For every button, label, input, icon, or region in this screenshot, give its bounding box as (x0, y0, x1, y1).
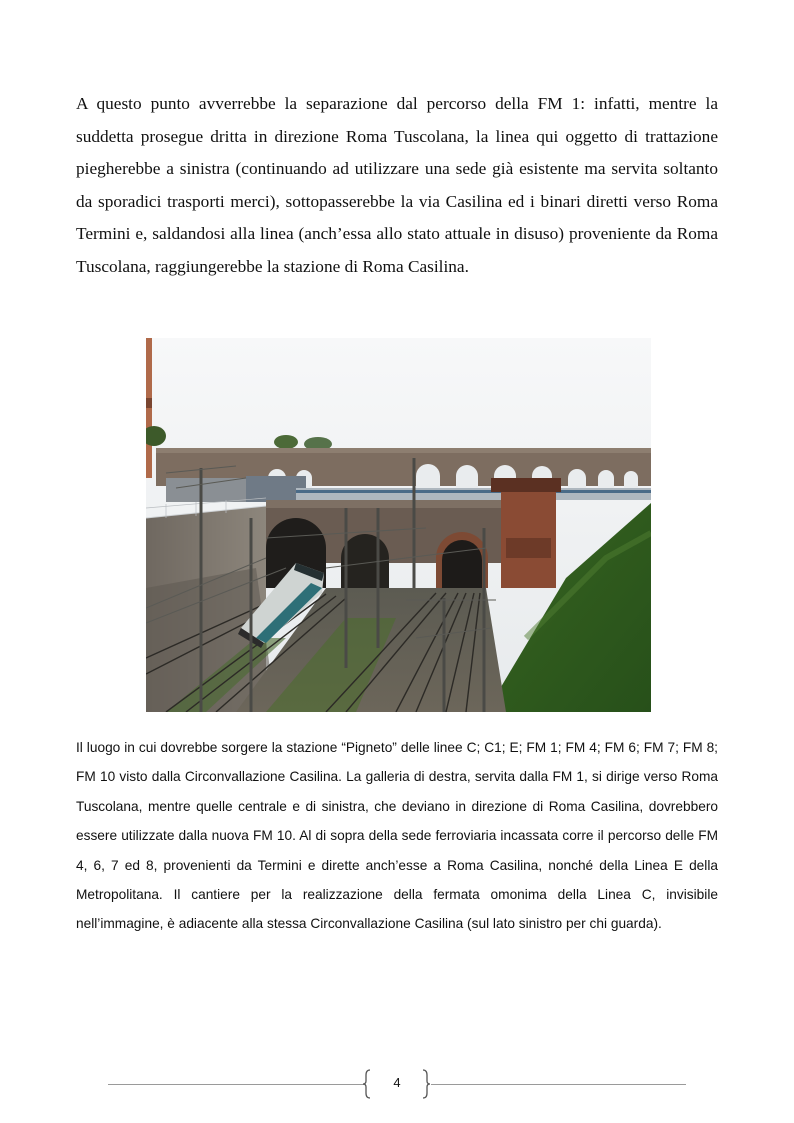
body-paragraph: A questo punto avverrebbe la separazione dal percorso della FM 1: infatti, mentre la suddetta prosegue dritta in direzione Roma Tuscolana, la linea qui oggetto di trattazione piegherebbe a sinistra (continuando ad utilizzare una sede già esistente ma servita soltanto da sporadici trasporti merci), sottopasserebbe la via Casilina ed i binari diretti verso Roma Termini e, saldandosi alla linea (anch’essa allo stato attuale in disuso) proveniente da Roma Tuscolana, raggiungerebbe la stazione di Roma Casilina. (76, 94, 718, 276)
left-brace-icon (362, 1069, 372, 1099)
footer-rule-left (108, 1084, 364, 1085)
page-number: 4 (393, 1075, 401, 1090)
figure-caption: Il luogo in cui dovrebbe sorgere la stazione “Pigneto” delle linee C; C1; E; FM 1; FM 4; FM 6; FM 7; FM 8; FM 10 visto dalla Circonvallazione Casilina. La galleria di destra, servita dalla FM 1, si dirige verso Roma Tuscolana, mentre quelle centrale e di sinistra, che deviano in direzione di Roma Casilina, dovrebbero essere utilizzate dalla nuova FM 10. Al di sopra della sede ferroviaria incassata corre il percorso delle FM 4, 6, 7 ed 8, provenienti da Termini e dirette anch’esse a Roma Casilina, nonché della Linea E della Metropolitana. Il cantiere per la realizzazione della fermata omonima della Linea C, invisibile nell’immagine, è adiacente alla stessa Circonvallazione Casilina (sul lato sinistro per chi guarda). (76, 740, 718, 932)
footer-rule-right (431, 1084, 686, 1085)
right-brace-icon (421, 1069, 431, 1099)
railway-photo (146, 338, 651, 712)
